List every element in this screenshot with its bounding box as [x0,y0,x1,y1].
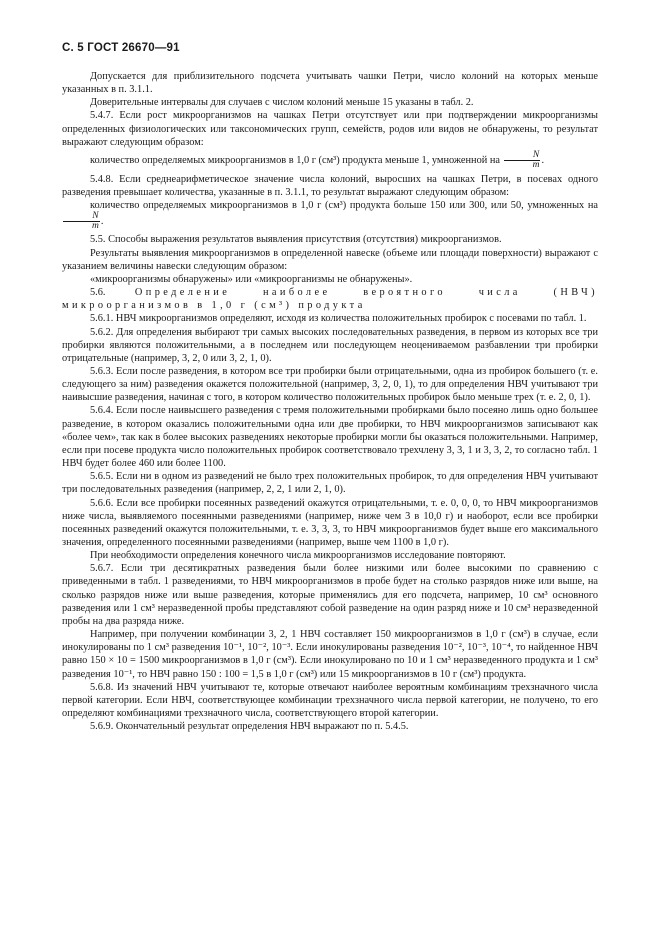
paragraph-5-5: 5.5. Способы выражения результатов выявления присутствия (отсутствия) микроорганизмов. [90,234,502,246]
paragraph: При необходимости определения конечного числа микроорганизмов исследование повторяют. [90,550,506,562]
paragraph: Доверительные интервалы для случаев с числом колоний меньше 15 указаны в табл. 2. [90,97,474,109]
formula-text: количество определяемых микроорганизмов в 1,0 г (см³) продукта больше 150 или 300, или 50, умноженных на [90,200,598,212]
paragraph-5-4-7: 5.4.7. Если рост микроорганизмов на чашках Петри отсутствует или при подтверждении микроорганизмы определенных физиологических или таксономических групп, семейств, родов или видов не обнаружены, то результат выражают следующим образом: [62,110,598,148]
paragraph-5-6-3: 5.6.3. Если после разведения, в котором все три пробирки были отрицательными, одна из пробирок большего (т. е. следующего за ним) разведения окажется положительной (например, 3, 2, 0, 1), то для определения НВЧ учитывают три наивысшие разведения, начиная с того, в котором количество положительных пробирок было меньше трех (т. е. 2, 0, 1). [62,365,598,404]
formula-paragraph-less [62,151,598,170]
paragraph-5-6-6: 5.6.6. Если все пробирки посеянных разведений окажутся отрицательными, т. е. 0, 0, 0, то НВЧ микроорганизмов ниже числа, выявляемого посеянными разведениями (например, ниже чем 3 в 10,0 г) и наоборот, если все пробирки посеянных разведений окажутся положительными, т. е. 3, 3, 3, то НВЧ микроорганизмов будет выше его максимального значения, определенного посеянными разведениями (например, выше чем 1100 в 1,0 г). [62,497,598,548]
paragraph-5-6-9: 5.6.9. Окончательный результат определения НВЧ выражают по п. 5.4.5. [90,721,409,733]
section-heading-5-6 [62,286,598,312]
formula-text: количество определяемых микроорганизмов в 1,0 г (см³) продукта меньше 1, умноженной на [90,154,500,166]
fraction-denominator: m [532,159,540,170]
formula-paragraph-more [62,199,598,231]
paragraph-5-6-1: 5.6.1. НВЧ микроорганизмов определяют, исходя из количества положительных пробирок с посевами по табл. 1. [90,313,587,325]
fraction-numerator: N [504,151,541,161]
paragraph-5-6-4: 5.6.4. Если после наивысшего разведения с тремя положительными пробирками было посеяно лишь одно большее разведение, в котором оказались положительными одна или две пробирки, то НВЧ микроорганизмов записывают как «более чем», так как в более высоких разведениях некоторые пробирки могли бы оказаться положительными. Например, если при посеве продукта число положительных пробирок соответствовало трехчлену 3, 3, 1 и 3, 3, 2, то согласно табл. 1 НВЧ будет более 460 или более 1100. [62,405,598,470]
fraction-denominator: m [92,221,99,232]
paragraph: Результаты выявления микроорганизмов в определенной навеске (объеме или площади поверхности) выражают с указанием величины навески следующим образом: [62,247,598,272]
section-title: Определение наиболее вероятного числа (НВЧ) микроорганизмов в 1,0 г (см³) продукта [62,287,599,312]
formula-suffix: . [100,216,104,228]
formula-suffix: . [541,154,545,166]
page-header: С. 5 ГОСТ 26670—91 [62,42,180,54]
fraction-n-over-m [504,151,541,170]
fraction-numerator: N [63,212,100,222]
paragraph-5-4-8: 5.4.8. Если среднеарифметическое значение числа колоний, выросших на чашках Петри, в посевах одного разведения превышает количества, указанные в п. 3.1.1, то результат выражают следующим образом: [62,173,598,199]
section-number: 5.6. [90,287,106,299]
paragraph: Допускается для приблизительного подсчета учитывать чашки Петри, число колоний на которых меньше указанных в п. 3.1.1. [62,71,598,96]
paragraph: «микроорганизмы обнаружены» или «микроорганизмы не обнаружены». [90,273,413,285]
paragraph-example: Например, при получении комбинации 3, 2, 1 НВЧ составляет 150 микроорганизмов в 1,0 г (см³) в случае, если инокулированы по 1 см³ разведения 10⁻¹, 10⁻², 10⁻³. Если инокулированы разведения 10⁻², 10⁻³, 10⁻⁴, то найденное НВЧ равно 150 × 10 = 1500 микроорганизмов в 1,0 г (см³). Если инокулировано по 10 и 1 см³ неразведенного продукта и 1 см³ разведения 10⁻¹, то НВЧ равно 150 : 100 = 1,5 в 1,0 г (см³) или 15 микроорганизмов в 10 г (см³) продукта. [62,629,598,680]
paragraph-5-6-7: 5.6.7. Если три десятикратных разведения были более низкими или более высокими по сравнению с приведенными в табл. 1 разведениями, то НВЧ микроорганизмов в пробе будет на столько разрядов ниже или выше, на сколько разрядов ниже или выше разведения, которые применялись для его подсчета, например, 10 см³ основного разведения или 1 см³ неразведенной пробы представляют собой разведение на один разряд ниже и 10 см³ неразведенной пробы на два разряда ниже. [62,563,598,627]
document-body [62,70,598,733]
paragraph-5-6-2: 5.6.2. Для определения выбирают три самых высоких последовательных разведения, в первом из которых все три пробирки являются положительными, а в последнем или последующем неоцениваемом разбавлении три пробирки отрицательные (например, 3, 2, 0 или 3, 2, 1, 0). [62,326,598,364]
fraction-n-over-m [63,212,100,231]
paragraph-5-6-5: 5.6.5. Если ни в одном из разведений не было трех положительных пробирок, то для определения НВЧ учитывают три последовательных разведения (например, 2, 2, 1 или 2, 1, 0). [62,471,598,496]
paragraph-5-6-8: 5.6.8. Из значений НВЧ учитывают те, которые отвечают наиболее вероятным комбинациям трехзначного числа первой категории. Если НВЧ, соответствующее комбинации трехзначного числа первой категории, не получено, то его определяют комбинациями трехзначного числа, соответствующего второй категории. [62,681,598,720]
